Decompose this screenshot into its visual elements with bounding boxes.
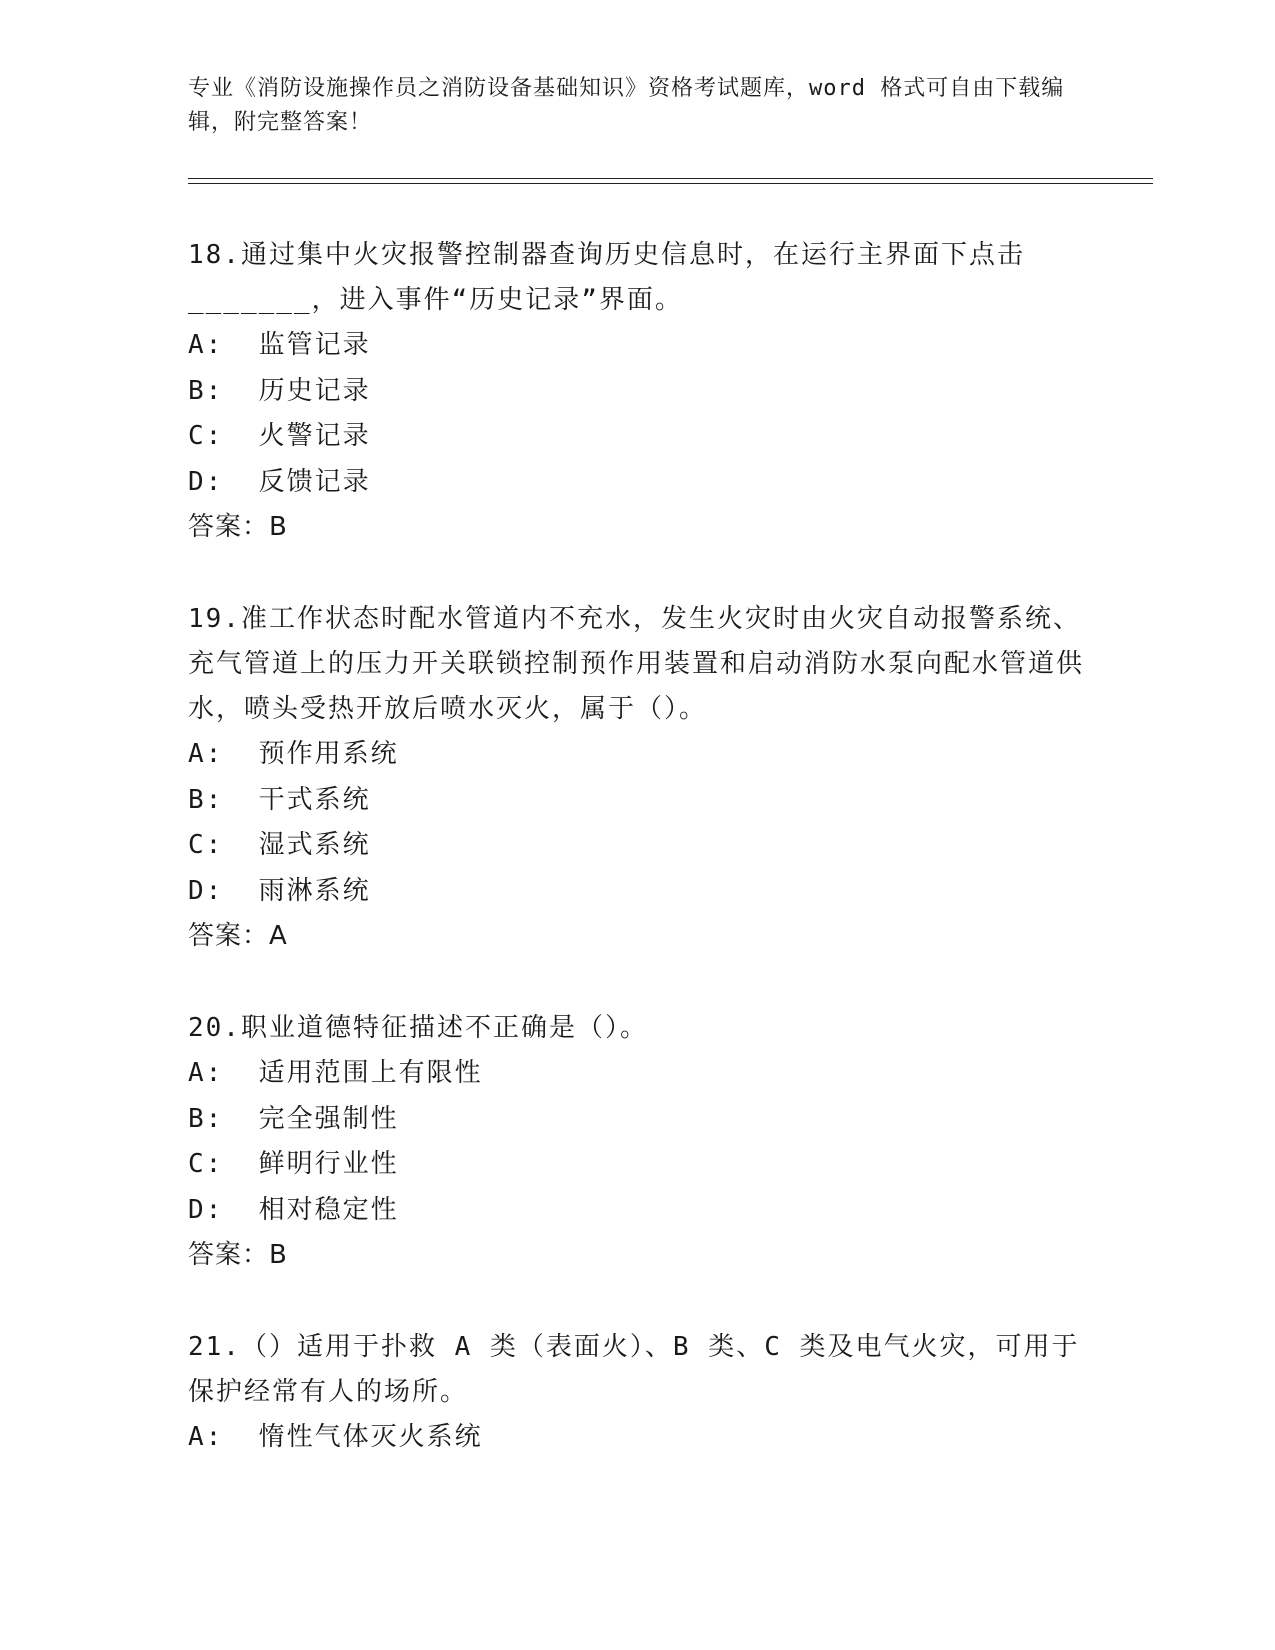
option-a: A: 惰性气体灭火系统 xyxy=(188,1422,483,1452)
answer-label: 答案：A xyxy=(188,921,288,951)
question-list xyxy=(188,233,1088,1508)
question-20 xyxy=(188,1006,1088,1278)
document-header xyxy=(188,72,1078,140)
option-b: B: 干式系统 xyxy=(188,784,371,815)
question-21 xyxy=(188,1325,1088,1461)
option-a: A: 适用范围上有限性 xyxy=(188,1058,483,1088)
option-a: A: 预作用系统 xyxy=(188,739,399,769)
option-c: C: 鲜明行业性 xyxy=(188,1149,399,1179)
option-c: C: 湿式系统 xyxy=(188,830,371,860)
question-text: 20.职业道德特征描述不正确是（）。 xyxy=(188,1013,648,1043)
question-19 xyxy=(188,597,1088,959)
option-b: B: 历史记录 xyxy=(188,375,371,406)
header-intro-text: 专业《消防设施操作员之消防设备基础知识》资格考试题库，word 格式可自由下载编辑，附完整答案！ xyxy=(188,76,1065,135)
option-d: D: 相对稳定性 xyxy=(188,1194,399,1225)
question-text: 18.通过集中火灾报警控制器查询历史信息时，在运行主界面下点击_______，进入事件“历史记录”界面。 xyxy=(188,240,1025,315)
option-d: D: 反馈记录 xyxy=(188,466,371,497)
option-d: D: 雨淋系统 xyxy=(188,875,371,906)
answer-label: 答案：B xyxy=(188,1240,288,1270)
header-divider-bottom xyxy=(188,183,1153,184)
option-b: B: 完全强制性 xyxy=(188,1103,399,1134)
option-c: C: 火警记录 xyxy=(188,421,371,451)
option-a: A: 监管记录 xyxy=(188,330,371,360)
question-text: 19.准工作状态时配水管道内不充水，发生火灾时由火灾自动报警系统、充气管道上的压力开关联锁控制预作用装置和启动消防水泵向配水管道供水，喷头受热开放后喷水灭火，属于（）。 xyxy=(188,604,1085,724)
answer-label: 答案：B xyxy=(188,512,288,542)
header-divider-top xyxy=(188,178,1153,179)
question-text: 21.（）适用于扑救 A 类（表面火）、B 类、C 类及电气火灾，可用于保护经常有人的场所。 xyxy=(188,1332,1080,1407)
question-18 xyxy=(188,233,1088,550)
